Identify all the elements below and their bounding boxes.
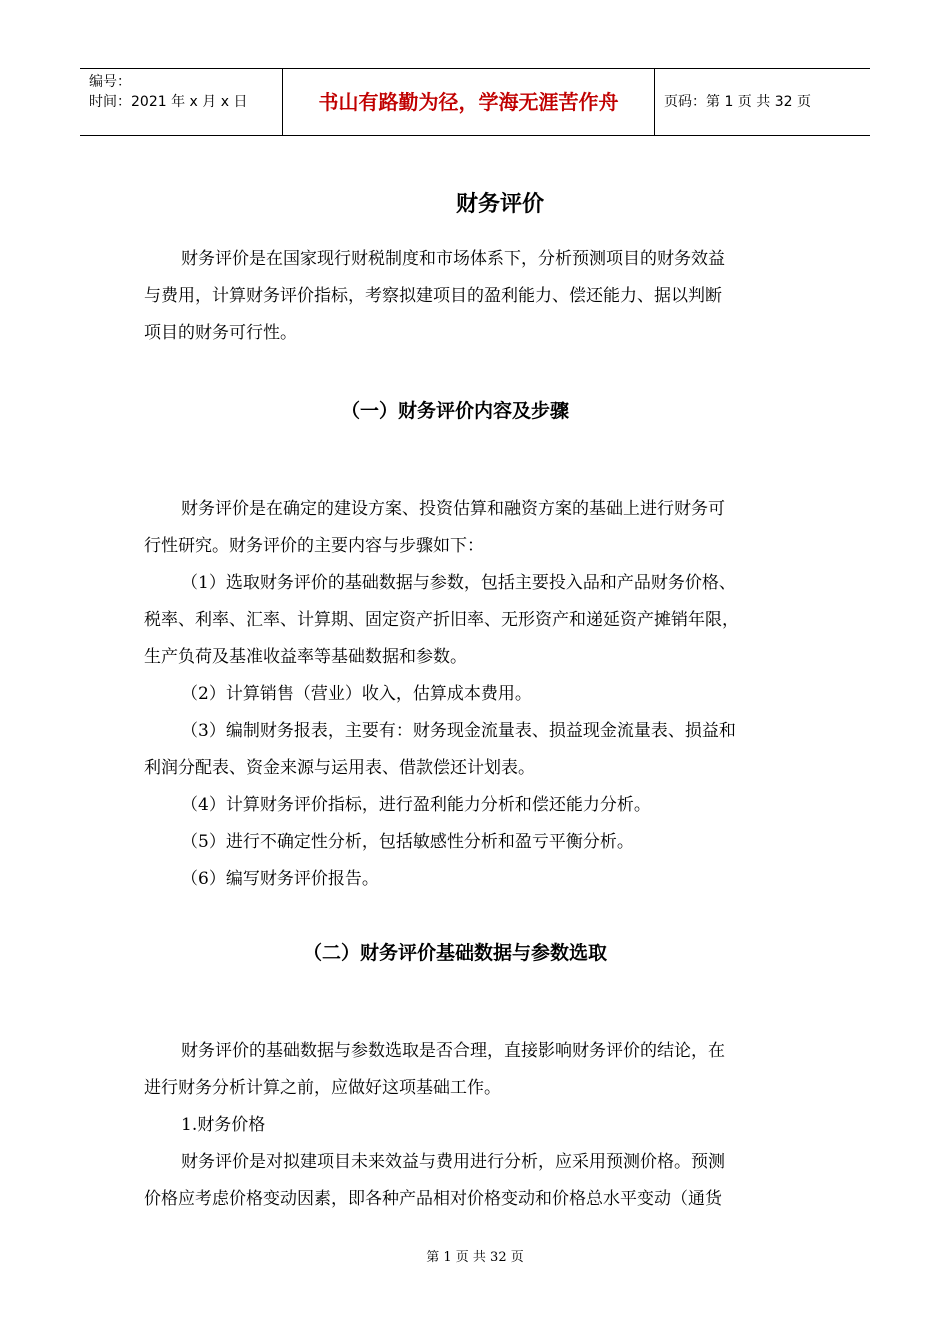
time-label: 时间：2021 年 x 月 x 日 [89,94,248,110]
header-motto: 书山有路勤为径，学海无涯苦作舟 [282,69,655,135]
text-line: （3）编制财务报表，主要有：财务现金流量表、损益现金流量表、损益和 [181,721,736,741]
header-table [80,68,870,136]
number-label: 编号： [89,74,131,90]
document-title: 财务评价 [455,191,544,217]
text-line: 财务评价是在确定的建设方案、投资估算和融资方案的基础上进行财务可 [181,499,725,519]
text-line: 生产负荷及基准收益率等基础数据和参数。 [144,647,467,667]
text-line: 利润分配表、资金来源与运用表、借款偿还计划表。 [144,758,535,778]
section-title-1: （一）财务评价内容及步骤 [340,400,569,422]
header-meta [80,69,282,135]
section2-paragraph [144,1033,824,1218]
list-item: （4）计算财务评价指标，进行盈利能力分析和偿还能力分析。 [181,795,651,815]
text-line: 价格应考虑价格变动因素，即各种产品相对价格变动和价格总水平变动（通货 [144,1189,722,1209]
section-title-2: （二）财务评价基础数据与参数选取 [302,942,607,964]
text-line: 项目的财务可行性。 [144,323,297,343]
text-line: 进行财务分析计算之前，应做好这项基础工作。 [144,1078,501,1098]
subheading: 1.财务价格 [181,1115,266,1135]
text-line: 财务评价是对拟建项目未来效益与费用进行分析，应采用预测价格。预测 [181,1152,725,1172]
text-line: 与费用，计算财务评价指标，考察拟建项目的盈利能力、偿还能力、据以判断 [144,286,722,306]
text-line: （1）选取财务评价的基础数据与参数，包括主要投入品和产品财务价格、 [181,573,736,593]
list-item: （6）编写财务评价报告。 [181,869,379,889]
page-footer: 第 1 页 共 32 页 [426,1250,524,1265]
text-line: 行性研究。财务评价的主要内容与步骤如下： [144,536,484,556]
text-line: 财务评价的基础数据与参数选取是否合理，直接影响财务评价的结论，在 [181,1041,725,1061]
intro-paragraph [144,241,824,352]
list-item: （2）计算销售（营业）收入，估算成本费用。 [181,684,532,704]
section1-paragraph [144,491,824,898]
text-line: 财务评价是在国家现行财税制度和市场体系下，分析预测项目的财务效益 [181,249,725,269]
header-page-code: 页码：第 1 页 共 32 页 [664,94,811,110]
list-item: （5）进行不确定性分析，包括敏感性分析和盈亏平衡分析。 [181,832,634,852]
text-line: 税率、利率、汇率、计算期、固定资产折旧率、无形资产和递延资产摊销年限， [144,610,739,630]
